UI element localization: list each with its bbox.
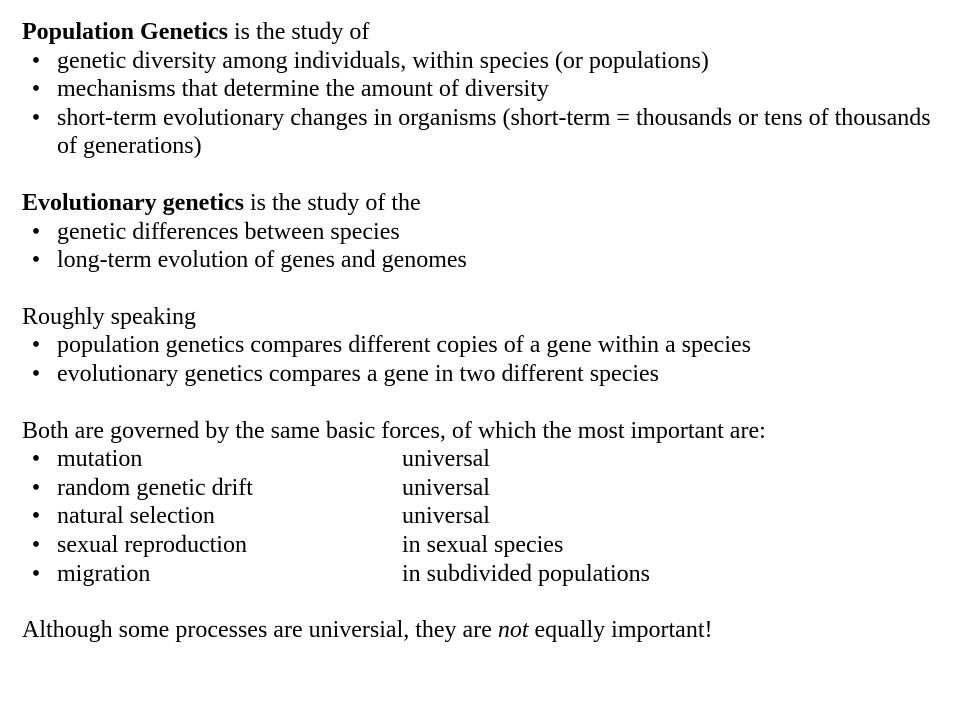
- bullet-icon: •: [31, 560, 41, 587]
- bullet-icon: •: [31, 332, 41, 359]
- population-genetics-heading-rest: is the study of: [228, 19, 370, 45]
- bullet-text: mechanisms that determine the amount of diversity: [57, 76, 549, 103]
- closing-text-before: Although some processes are universial, they are: [22, 617, 498, 644]
- evolutionary-genetics-section: [22, 189, 942, 275]
- force-name: sexual reproduction: [57, 531, 247, 558]
- population-genetics-list: [22, 47, 942, 161]
- basic-forces-list: [22, 445, 942, 588]
- force-scope: universal: [402, 503, 490, 530]
- list-item: [22, 75, 942, 104]
- evolutionary-genetics-term: Evolutionary genetics: [22, 189, 244, 216]
- force-name: migration: [57, 560, 151, 587]
- list-item: [22, 560, 942, 589]
- list-item: [22, 531, 942, 560]
- population-genetics-term: Population Genetics: [22, 19, 229, 45]
- force-scope: universal: [402, 446, 490, 473]
- bullet-text: genetic differences between species: [57, 218, 400, 245]
- roughly-speaking-list: [22, 331, 942, 388]
- list-item: [22, 331, 942, 360]
- list-item: [22, 218, 942, 247]
- bullet-icon: •: [31, 474, 41, 501]
- force-scope: in sexual species: [402, 531, 564, 558]
- closing-text-after: equally important!: [528, 617, 713, 644]
- bullet-text: short-term evolutionary changes in organisms (short-term = thousands or tens of thousands of generations): [57, 104, 931, 160]
- list-item: [22, 502, 942, 531]
- closing-emphasis: not: [497, 617, 529, 644]
- population-genetics-section: [22, 18, 942, 161]
- list-item: [22, 47, 942, 76]
- evolutionary-genetics-heading-rest: is the study of the: [244, 189, 421, 216]
- bullet-icon: •: [31, 360, 41, 387]
- evolutionary-genetics-heading: [22, 189, 942, 218]
- basic-forces-section: [22, 417, 942, 589]
- bullet-text: genetic diversity among individuals, within species (or populations): [57, 47, 709, 74]
- force-name: mutation: [57, 446, 143, 473]
- list-item: [22, 445, 942, 474]
- bullet-icon: •: [31, 531, 41, 558]
- list-item: [22, 360, 942, 389]
- evolutionary-genetics-list: [22, 218, 942, 275]
- roughly-speaking-section: [22, 303, 942, 389]
- roughly-speaking-heading: Roughly speaking: [22, 303, 196, 330]
- list-item: [22, 104, 942, 161]
- bullet-icon: •: [31, 247, 41, 274]
- force-name: natural selection: [57, 503, 215, 530]
- bullet-icon: •: [31, 104, 41, 131]
- bullet-icon: •: [31, 76, 41, 103]
- bullet-icon: •: [31, 446, 41, 473]
- force-name: random genetic drift: [57, 474, 253, 501]
- bullet-text: evolutionary genetics compares a gene in two different species: [57, 360, 660, 387]
- list-item: [22, 246, 942, 275]
- bullet-text: long-term evolution of genes and genomes: [57, 247, 467, 274]
- force-scope: in subdivided populations: [402, 560, 650, 587]
- closing-statement: [22, 616, 942, 645]
- bullet-text: population genetics compares different copies of a gene within a species: [57, 332, 751, 359]
- slide-content: [22, 18, 942, 645]
- population-genetics-heading: [22, 18, 942, 47]
- bullet-icon: •: [31, 47, 41, 74]
- bullet-icon: •: [31, 503, 41, 530]
- basic-forces-heading: Both are governed by the same basic forces, of which the most important are:: [22, 417, 766, 444]
- list-item: [22, 474, 942, 503]
- bullet-icon: •: [31, 218, 41, 245]
- force-scope: universal: [402, 474, 490, 501]
